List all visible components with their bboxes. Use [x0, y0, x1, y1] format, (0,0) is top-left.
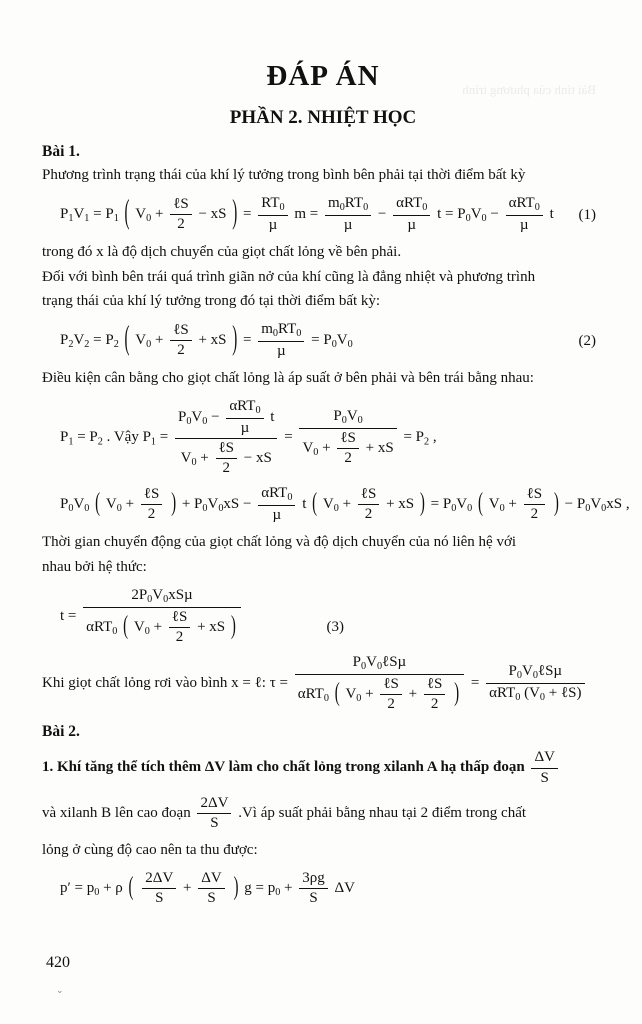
- paragraph-1-1: Phương trình trạng thái của khí lý tưởng trong bình bên phải tại thời điểm bất kỳ: [42, 167, 526, 183]
- paragraph-1-3: Đối với bình bên trái quá trình giãn nở của khí cũng là đẳng nhiệt và phương trình: [42, 268, 536, 285]
- equation-7: $p' = p_0 + \rho$ ( $\frac{2\Delta V}{S}$ + $\frac{\Delta V}{S}$ ) $g = p_0$ + $\frac{3\rho g}{S}$ ΔV: [60, 870, 355, 907]
- paragraph-2-3-text: .Vì áp suất phải bằng nhau tại 2 điểm trong chất: [238, 805, 527, 822]
- paragraph-1-2: trong đó x là độ dịch chuyển của giọt chất lỏng về bên phải.: [42, 243, 402, 260]
- page-bleed-through: Bài tính của phương trình: [455, 82, 596, 97]
- paragraph-1-6: Thời gian chuyển động của giọt chất lỏng và độ dịch chuyển của nó liên hệ với: [42, 534, 517, 551]
- equation-6: Khi giọt chất lỏng rơi vào bình x = ℓ: τ = $P_0V_0\ell S\mu$ αRT$_0$ ( $V_0$ + $\frac{\text{ℓS}}{2}$ + $\frac{\text{ℓS}}{2}$ ) = $\frac{P_0V_0\ell S\mu}{\alpha RT_0 (V_0 + \ell S)}$: [42, 654, 604, 713]
- paragraph-1-4: trạng thái của khí lý tưởng trong đó tại thời điểm bất kỳ:: [42, 293, 381, 310]
- paragraph-1-7: nhau bởi hệ thức:: [42, 559, 147, 576]
- equation-number-2: (2): [578, 333, 596, 350]
- page-title: ĐÁP ÁN: [266, 60, 380, 92]
- equation-1: $P_1V_1 = P_1$ ( $V_0$ + $\frac{\text{ℓS}}{2}$ − xS ) = $\frac{RT_0}{\text{µ}}$ m = $\frac{m_0RT_0}{\text{µ}}$ − $\frac{\alpha RT_0}{\text{µ}}$ $t = P_0V_0$ − $\frac{\alpha RT_0}{\text{µ}}$ t (1): [60, 194, 596, 233]
- section-heading-bai-1: Bài 1.: [42, 143, 80, 160]
- equation-3: $P_1 = P_2$ . Vậy $P_1$ = $P_0V_0$ − $\frac{\alpha RT_0}{\text{µ}}$ t $V_0$ + $\frac{\text{ℓS}}{2}$ − xS = $P_0V_0$ $V_0$ + $\frac{\text{ℓS}}{2}$ + xS = $P_2$ ,: [60, 397, 437, 477]
- equation-5: t = $2P_0V_0xS\mu$ αRT$_0$ ( $V_0$ + $\frac{\text{ℓS}}{2}$ + xS ) (3): [60, 586, 344, 645]
- page-edge-mark: ⌄: [56, 985, 64, 995]
- equation-4: $P_0V_0$ ( $V_0$ + $\frac{\text{ℓS}}{2}$ ) + $P_0V_0xS$ − $\frac{\alpha RT_0}{\text{µ}}$ t ( $V_0$ + $\frac{\text{ℓS}}{2}$ + xS ) = $P_0V_0$ ( $V_0$ + $\frac{\text{ℓS}}{2}$ ) − $P_0V_0xS$ ,: [60, 485, 630, 524]
- paragraph-2-4: lỏng ở cùng độ cao nên ta thu được:: [42, 842, 258, 859]
- page-number: 420: [46, 954, 70, 971]
- section-heading-bai-2: Bài 2.: [42, 723, 80, 741]
- equation-number-1: (1): [578, 206, 596, 223]
- paragraph-2-2-text: và xilanh B lên cao đoạn: [42, 805, 191, 822]
- final-line-label: Khi giọt chất lỏng rơi vào bình x = ℓ: τ =: [42, 675, 288, 692]
- paragraph-2-1: 1. Khí tăng thể tích thêm ΔV làm cho chất lỏng trong xilanh A hạ thấp đoạn $\frac{\Delta V}{S}$: [42, 749, 604, 787]
- paragraph-2-2: và xilanh B lên cao đoạn $\frac{2\Delta V}{S}$ .Vì áp suất phải bằng nhau tại 2 điểm trong chất: [42, 794, 527, 832]
- paragraph-2-1-text: 1. Khí tăng thể tích thêm ΔV làm cho chất lỏng trong xilanh A hạ thấp đoạn: [42, 759, 525, 776]
- paragraph-1-5: Điều kiện cân bằng cho giọt chất lỏng là áp suất ở bên phải và bên trái bằng nhau:: [42, 370, 534, 387]
- page-subtitle: PHẦN 2. NHIỆT HỌC: [229, 107, 417, 128]
- equation-2: $P_2V_2 = P_2$ ( $V_0$ + $\frac{\text{ℓS}}{2}$ + xS ) = $\frac{m_0RT_0}{\text{µ}}$ = $P_0V_0$ (2): [60, 321, 596, 359]
- equation-number-3: (3): [326, 619, 344, 636]
